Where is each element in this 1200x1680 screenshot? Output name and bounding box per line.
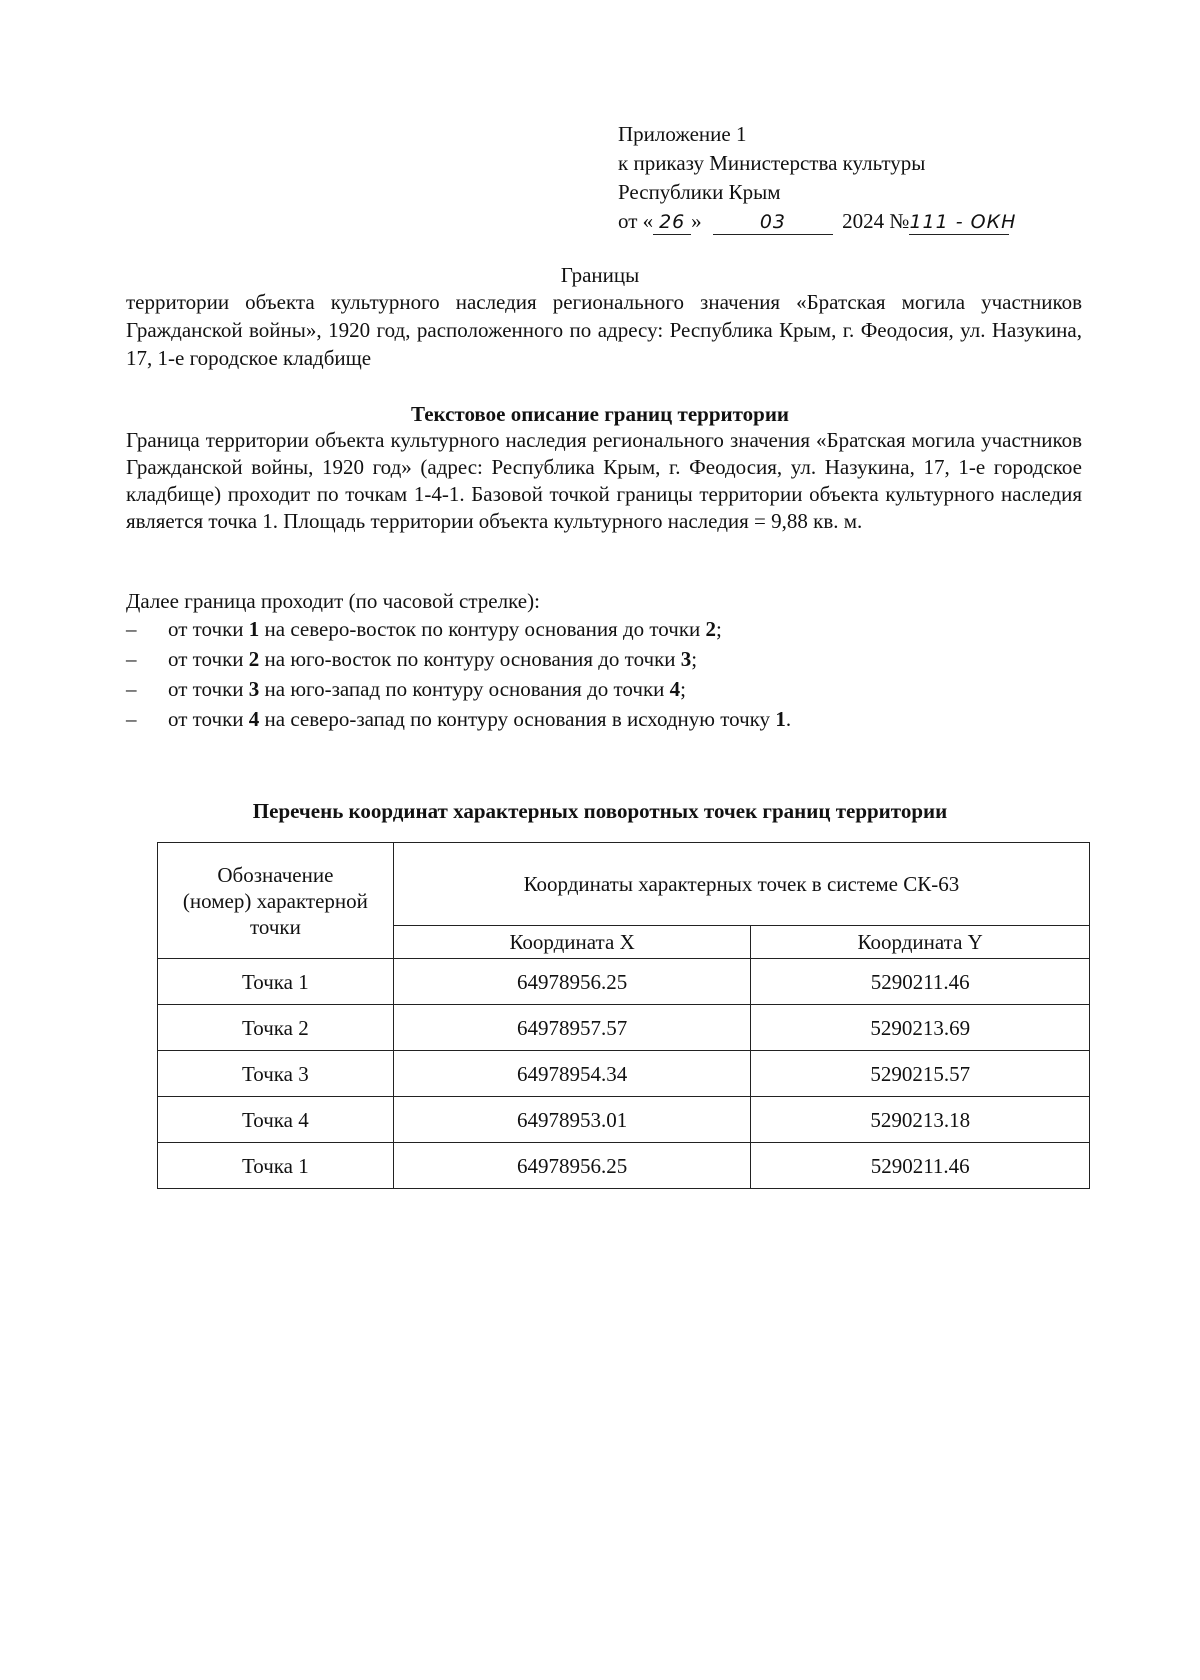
section-heading-coordinates: Перечень координат характерных поворотных точек границ территории bbox=[252, 799, 948, 823]
appendix-date-line bbox=[618, 207, 1078, 236]
x-cell: 64978954.34 bbox=[393, 1051, 751, 1097]
date-prefix: от « bbox=[618, 209, 654, 233]
point-ref: 4 bbox=[669, 677, 681, 701]
list-item: – от точки 3 на юго-запад по контуру основания до точки 4; bbox=[126, 674, 1082, 704]
x-coordinate-header: Координата X bbox=[393, 926, 751, 959]
x-cell: 64978957.57 bbox=[393, 1005, 751, 1051]
list-item: – от точки 1 на северо-восток по контуру основания до точки 2; bbox=[126, 614, 1082, 644]
coordinates-group-header: Координаты характерных точек в системе СК-63 bbox=[393, 843, 1089, 926]
y-cell: 5290213.18 bbox=[751, 1097, 1090, 1143]
y-cell: 5290211.46 bbox=[751, 1143, 1090, 1189]
x-cell: 64978953.01 bbox=[393, 1097, 751, 1143]
point-cell: Точка 1 bbox=[158, 959, 394, 1005]
list-item: – от точки 4 на северо-запад по контуру основания в исходную точку 1. bbox=[126, 704, 1082, 734]
document-subtitle: территории объекта культурного наследия регионального значения «Братская могила участников Гражданской войны», 1920 год, расположенного по адресу: Республика Крым, г. Феодосия, ул. Назукина, 17, 1-е городское кладбище bbox=[126, 290, 1082, 370]
section-heading-text-description: Текстовое описание границ территории bbox=[410, 402, 790, 426]
appendix-header bbox=[618, 120, 1078, 236]
point-ref: 1 bbox=[775, 707, 786, 731]
coordinates-table bbox=[157, 842, 1090, 1189]
point-cell: Точка 1 bbox=[158, 1143, 394, 1189]
boundary-description-paragraph: Граница территории объекта культурного наследия регионального значения «Братская могила участников Гражданской войны, 1920 год» (адрес: Республика Крым, г. Феодосия, ул. Назукина, 17, 1-е городское кладбище) проходит по точкам 1-4-1. Базовой точкой границы территории объекта культурного наследия является точка 1. Площадь территории объекта культурного наследия = 9,88 кв. м. bbox=[126, 428, 1082, 533]
point-ref: 2 bbox=[705, 617, 717, 641]
table-row bbox=[158, 959, 1090, 1005]
point-ref: 3 bbox=[680, 647, 692, 671]
point-designation-header: Обозначение (номер) характерной точки bbox=[158, 843, 394, 959]
list-dash: – bbox=[126, 677, 137, 701]
document-title: Границы bbox=[560, 263, 640, 287]
appendix-republic: Республики Крым bbox=[618, 180, 781, 204]
x-cell: 64978956.25 bbox=[393, 959, 751, 1005]
date-close: » bbox=[691, 209, 702, 233]
y-cell: 5290215.57 bbox=[751, 1051, 1090, 1097]
point-ref: 1 bbox=[248, 617, 260, 641]
route-list bbox=[126, 614, 1082, 734]
point-ref: 2 bbox=[248, 647, 260, 671]
date-day: 26 bbox=[653, 211, 691, 235]
table-row bbox=[158, 1005, 1090, 1051]
appendix-order-ref: к приказу Министерства культуры bbox=[618, 151, 926, 175]
y-cell: 5290211.46 bbox=[751, 959, 1090, 1005]
route-intro: Далее граница проходит (по часовой стрелке): bbox=[126, 589, 540, 613]
point-ref: 4 bbox=[248, 707, 260, 731]
list-item: – от точки 2 на юго-восток по контуру основания до точки 3; bbox=[126, 644, 1082, 674]
y-coordinate-header: Координата Y bbox=[751, 926, 1090, 959]
table-row bbox=[158, 1051, 1090, 1097]
year-and-number-label: 2024 № bbox=[842, 209, 910, 233]
date-month: 03 bbox=[713, 211, 833, 235]
x-cell: 64978956.25 bbox=[393, 1143, 751, 1189]
appendix-title: Приложение 1 bbox=[618, 122, 747, 146]
table-header-row bbox=[158, 843, 1090, 926]
point-cell: Точка 2 bbox=[158, 1005, 394, 1051]
point-cell: Точка 3 bbox=[158, 1051, 394, 1097]
point-ref: 3 bbox=[248, 677, 260, 701]
y-cell: 5290213.69 bbox=[751, 1005, 1090, 1051]
list-dash: – bbox=[126, 707, 137, 731]
table-row bbox=[158, 1143, 1090, 1189]
list-dash: – bbox=[126, 647, 137, 671]
table-row bbox=[158, 1097, 1090, 1143]
point-cell: Точка 4 bbox=[158, 1097, 394, 1143]
list-dash: – bbox=[126, 617, 137, 641]
order-number: 111 - ОКН bbox=[909, 211, 1017, 233]
